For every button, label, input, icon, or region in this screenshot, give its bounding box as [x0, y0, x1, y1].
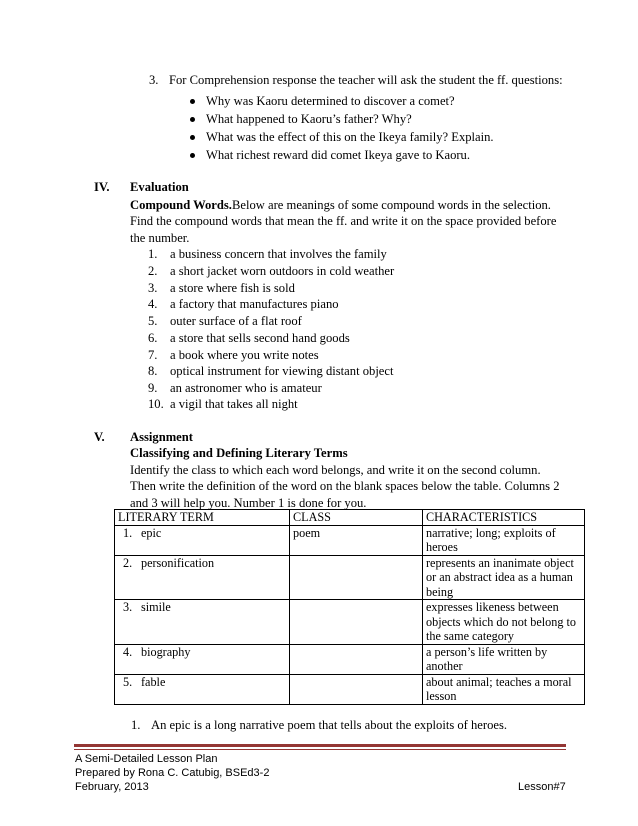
table-row: [115, 674, 585, 704]
row-number: 4.: [123, 644, 133, 659]
footer-title: A Semi-Detailed Lesson Plan: [75, 753, 218, 765]
compound-word-item: an astronomer who is amateur: [170, 381, 322, 395]
class-cell[interactable]: [290, 600, 423, 645]
characteristics-line: the same category: [426, 629, 514, 643]
comprehension-number: 3.: [149, 73, 159, 87]
assignment-instruction-line: and 3 will help you. Number 1 is done for you.: [130, 496, 367, 510]
term-text: simile: [141, 600, 171, 614]
compound-word-item: a store that sells second hand goods: [170, 331, 350, 345]
compound-word-item: optical instrument for viewing distant object: [170, 364, 394, 378]
item-number: 3.: [148, 281, 158, 295]
characteristics-line: or an abstract idea as a human: [426, 570, 573, 584]
characteristics-line: a person’s life written by: [426, 644, 548, 659]
question-item: Why was Kaoru determined to discover a comet?: [206, 94, 455, 108]
item-number: 7.: [148, 348, 158, 362]
column-header: CHARACTERISTICS: [423, 510, 585, 526]
footer-author: Prepared by Rona C. Catubig, BSEd3-2: [75, 767, 270, 779]
evaluation-instruction-text: Below are meanings of some compound words in the selection.: [231, 198, 551, 212]
bullet-icon: [190, 117, 195, 122]
characteristics-line: lesson: [426, 689, 457, 703]
term-text: fable: [141, 674, 166, 689]
compound-word-item: a short jacket worn outdoors in cold weather: [170, 264, 395, 278]
question-item: What richest reward did comet Ikeya gave to Kaoru.: [206, 148, 471, 162]
compound-word-item: a factory that manufactures piano: [170, 297, 339, 311]
evaluation-roman: IV.: [94, 180, 110, 194]
row-number: 2.: [123, 555, 133, 570]
assignment-roman: V.: [94, 430, 105, 444]
term-cell: [115, 644, 290, 674]
bullet-icon: [190, 135, 195, 140]
characteristics-cell: [423, 644, 585, 674]
literary-terms-table: [114, 509, 585, 705]
compound-word-item: outer surface of a flat roof: [170, 314, 302, 328]
characteristics-line: heroes: [426, 540, 458, 554]
compound-word-item: a business concern that involves the family: [170, 247, 387, 261]
evaluation-instruction-line: Find the compound words that mean the ff. and write it on the space provided before: [130, 214, 557, 228]
question-item: What happened to Kaoru’s father? Why?: [206, 112, 412, 126]
table-row: [115, 600, 585, 645]
answer-definition: An epic is a long narrative poem that tells about the exploits of heroes.: [151, 718, 508, 732]
characteristics-line: objects which do not belong to: [426, 614, 576, 629]
term-text: personification: [141, 555, 215, 570]
footer-lesson-number: Lesson#7: [518, 781, 566, 793]
compound-word-item: a vigil that takes all night: [170, 397, 298, 411]
term-cell: [115, 600, 290, 645]
term-text: epic: [141, 525, 162, 540]
class-cell[interactable]: poem: [290, 525, 423, 555]
evaluation-heading: Evaluation: [130, 180, 189, 194]
term-cell: [115, 674, 290, 704]
bullet-icon: [190, 99, 195, 104]
characteristics-cell: [423, 600, 585, 645]
term-cell: [115, 555, 290, 600]
row-number: 5.: [123, 674, 133, 689]
characteristics-cell: [423, 674, 585, 704]
question-item: What was the effect of this on the Ikeya family? Explain.: [206, 130, 494, 144]
characteristics-line: represents an inanimate object: [426, 555, 574, 570]
item-number: 6.: [148, 331, 158, 345]
item-number: 1.: [148, 247, 158, 261]
table-row: [115, 525, 585, 555]
bullet-icon: [190, 153, 195, 158]
item-number: 10.: [148, 397, 164, 411]
item-number: 9.: [148, 381, 158, 395]
footer-rule-thin: [74, 749, 566, 750]
item-number: 2.: [148, 264, 158, 278]
evaluation-instruction-line: the number.: [130, 231, 190, 245]
class-cell[interactable]: [290, 674, 423, 704]
comprehension-text: For Comprehension response the teacher will ask the student the ff. questions:: [169, 73, 563, 87]
assignment-heading: Assignment: [130, 430, 193, 444]
row-number: 1.: [123, 525, 133, 540]
characteristics-line: about animal; teaches a moral: [426, 674, 572, 689]
compound-words-subheading: Compound Words.: [130, 198, 232, 212]
column-header: CLASS: [290, 510, 423, 526]
item-number: 4.: [148, 297, 158, 311]
term-cell: [115, 525, 290, 555]
row-number: 3.: [123, 600, 133, 614]
item-number: 8.: [148, 364, 158, 378]
characteristics-cell: [423, 555, 585, 600]
item-number: 5.: [148, 314, 158, 328]
table-row: [115, 555, 585, 600]
characteristics-cell: [423, 525, 585, 555]
answer-number: 1.: [131, 718, 141, 732]
compound-word-item: a store where fish is sold: [170, 281, 295, 295]
characteristics-line: narrative; long; exploits of: [426, 525, 556, 540]
footer-rule: [74, 744, 566, 747]
compound-word-item: a book where you write notes: [170, 348, 319, 362]
footer-date: February, 2013: [75, 781, 149, 793]
characteristics-line: another: [426, 659, 463, 673]
literary-terms-subheading: Classifying and Defining Literary Terms: [130, 446, 348, 460]
table-row: [115, 644, 585, 674]
column-header: LITERARY TERM: [115, 510, 290, 526]
class-cell[interactable]: [290, 555, 423, 600]
characteristics-line: being: [426, 584, 454, 599]
characteristics-line: expresses likeness between: [426, 600, 559, 614]
assignment-instruction-line: Then write the definition of the word on the blank spaces below the table. Columns 2: [130, 479, 560, 493]
term-text: biography: [141, 644, 191, 659]
table-header-row: [115, 510, 585, 526]
class-cell[interactable]: [290, 644, 423, 674]
assignment-instruction-line: Identify the class to which each word belongs, and write it on the second column.: [130, 463, 541, 477]
